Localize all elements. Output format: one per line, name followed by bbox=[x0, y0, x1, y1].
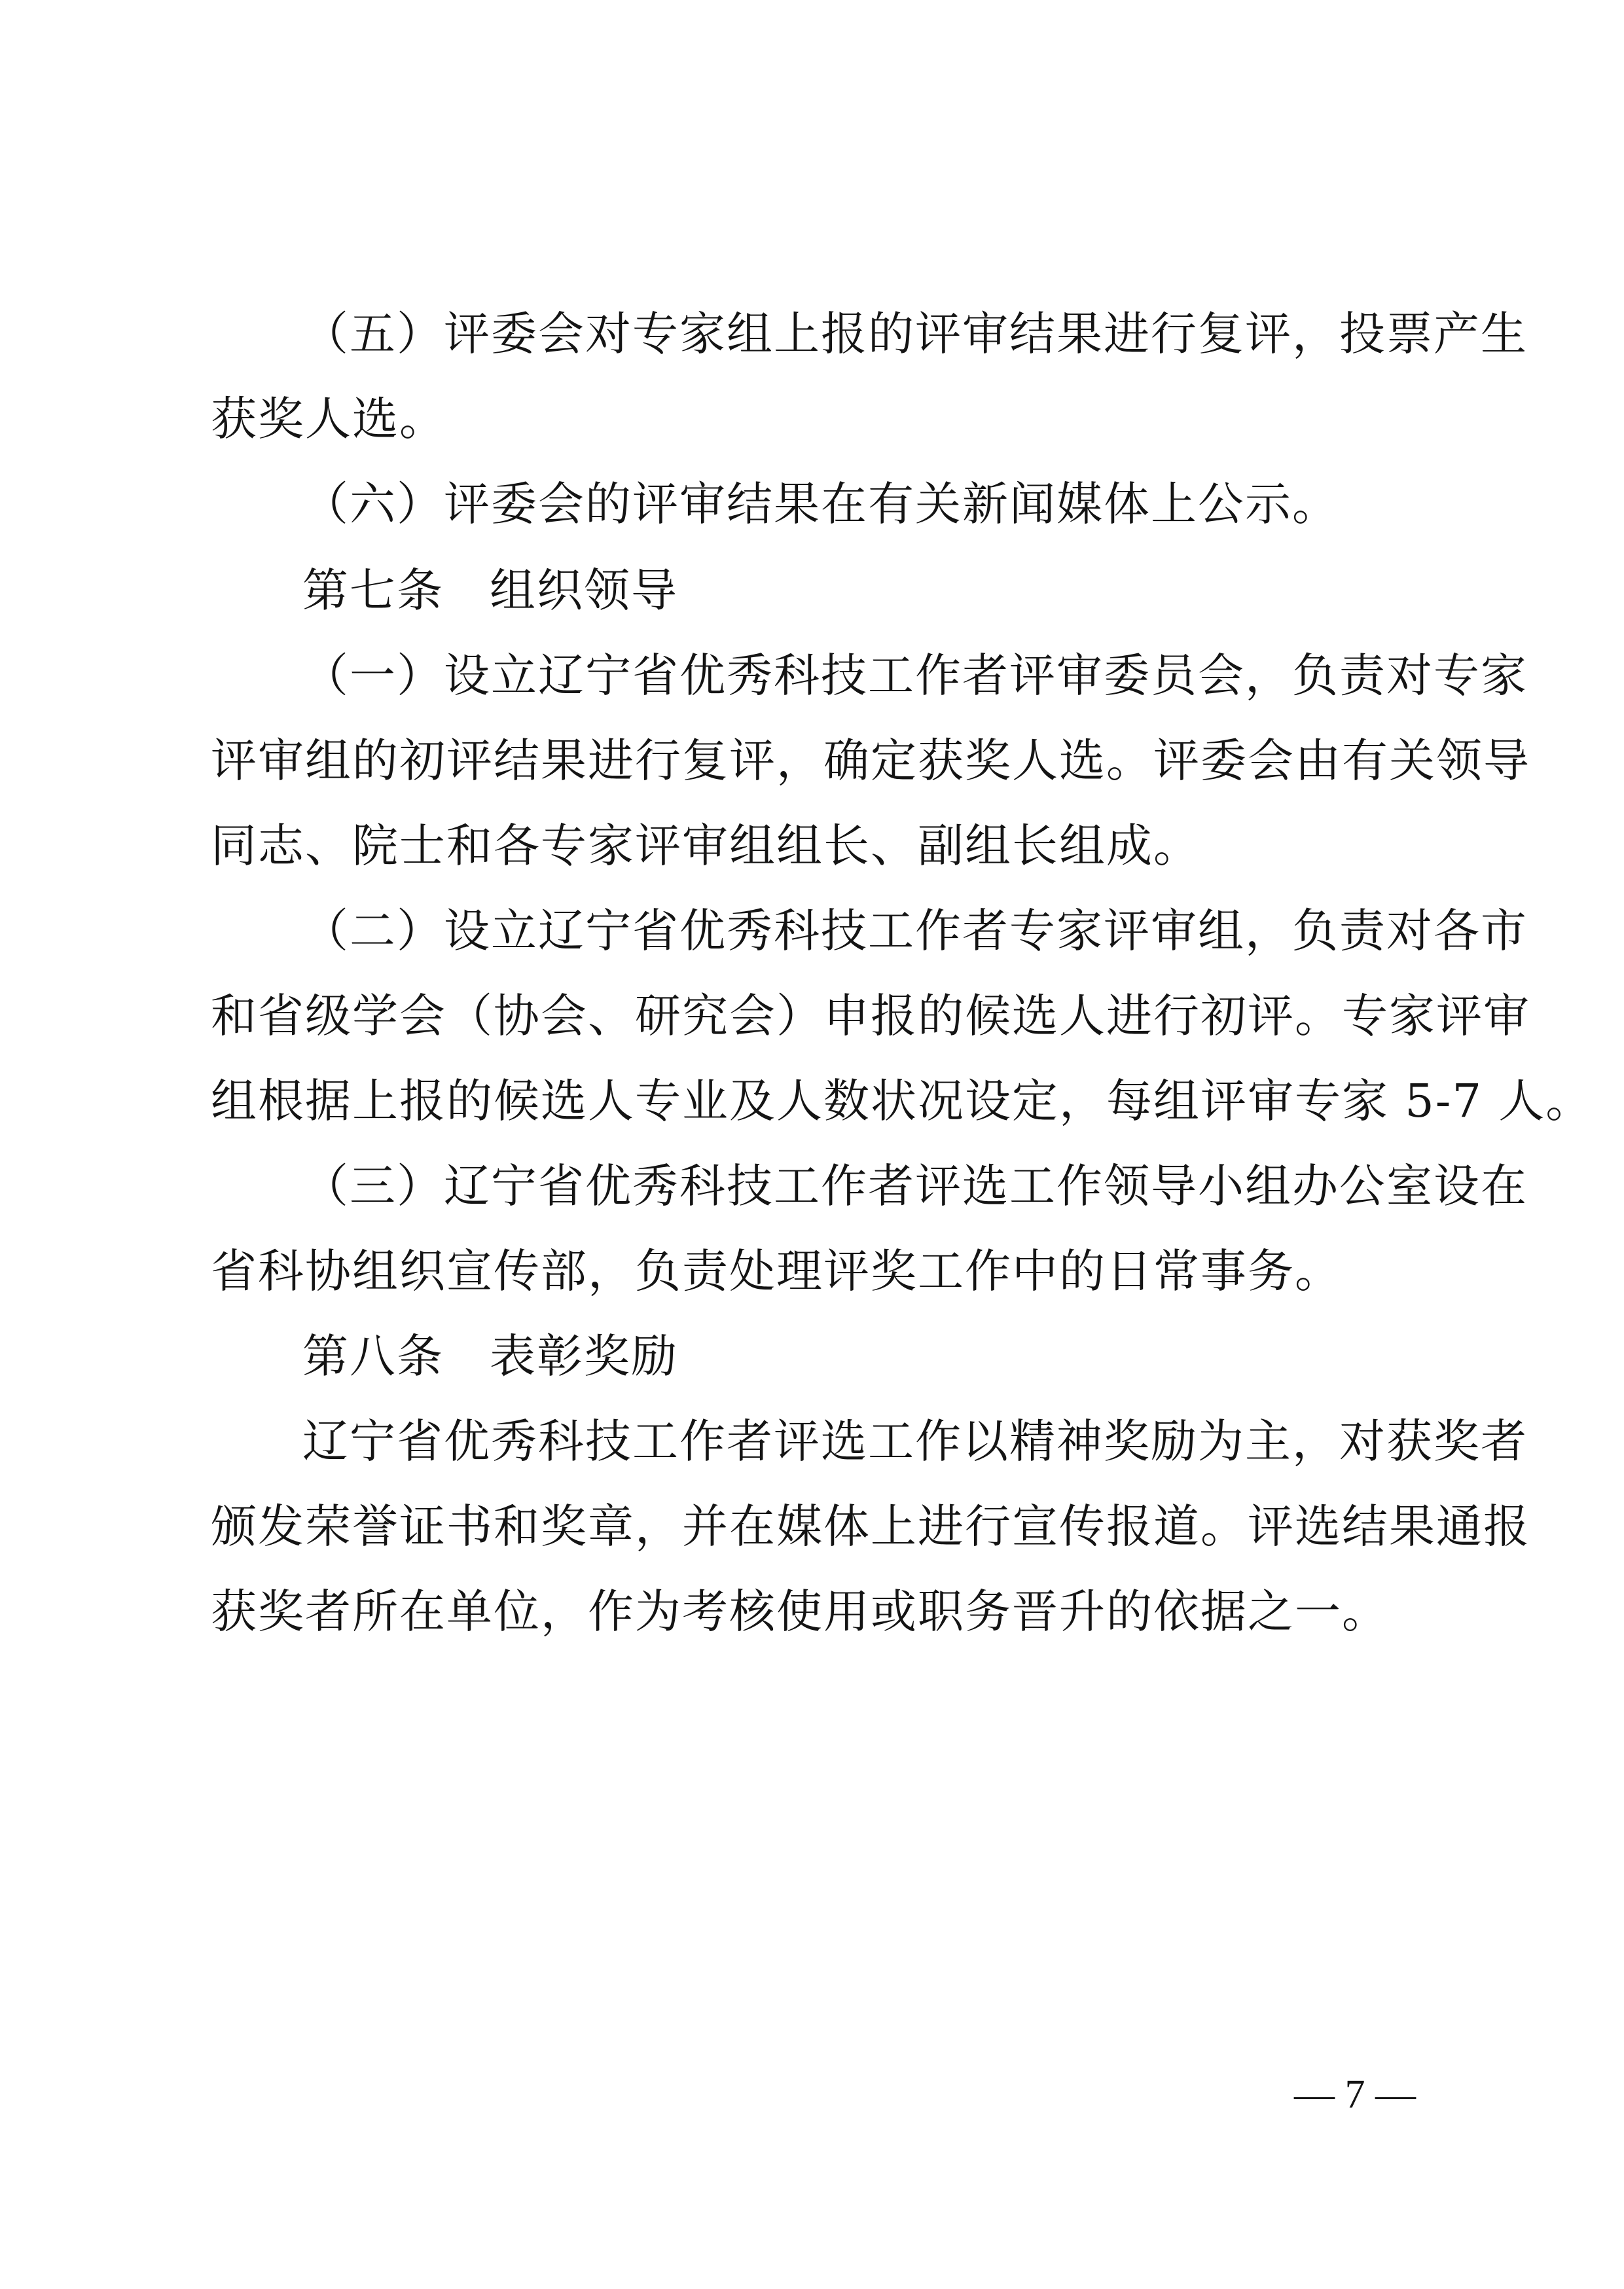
paragraph-line: （三）辽宁省优秀科技工作者评选工作领导小组办公室设在 bbox=[302, 1159, 1528, 1213]
article-7-title: 组织领导 bbox=[490, 564, 678, 617]
paragraph-line: （一）设立辽宁省优秀科技工作者评审委员会，负责对专家 bbox=[302, 649, 1528, 702]
paragraph-line: （二）设立辽宁省优秀科技工作者专家评审组，负责对各市 bbox=[302, 904, 1528, 958]
paragraph-line: 评审组的初评结果进行复评，确定获奖人选。评委会由有关领导 bbox=[211, 734, 1530, 787]
article-7-heading bbox=[302, 545, 1422, 636]
paragraph-line: 和省级学会（协会、研究会）申报的候选人进行初评。专家评审 bbox=[211, 989, 1530, 1043]
paragraph-line: 同志、院士和各专家评审组组长、副组长组成。 bbox=[211, 819, 1200, 873]
paragraph-line: 获奖者所在单位，作为考核使用或职务晋升的依据之一。 bbox=[211, 1585, 1389, 1638]
article-8-title: 表彰奖励 bbox=[490, 1329, 678, 1383]
paragraph-line: 省科协组织宣传部，负责处理评奖工作中的日常事务。 bbox=[211, 1244, 1342, 1298]
page-number: — 7 — bbox=[1294, 2072, 1416, 2117]
article-8-label: 第八条 bbox=[302, 1329, 444, 1383]
paragraph-line: 辽宁省优秀科技工作者评选工作以精神奖励为主，对获奖者 bbox=[302, 1415, 1528, 1468]
paragraph-line: 颁发荣誉证书和奖章，并在媒体上进行宣传报道。评选结果通报 bbox=[211, 1500, 1530, 1553]
paragraph-line: （五）评委会对专家组上报的评审结果进行复评，投票产生 bbox=[302, 307, 1528, 361]
paragraph-line: 组根据上报的候选人专业及人数状况设定，每组评审专家 5-7 人。 bbox=[211, 1074, 1593, 1128]
article-8-heading bbox=[302, 1310, 1422, 1402]
paragraph-line: （六）评委会的评审结果在有关新闻媒体上公示。 bbox=[302, 477, 1339, 531]
paragraph-line: 获奖人选。 bbox=[211, 392, 446, 446]
article-7-label: 第七条 bbox=[302, 564, 444, 617]
